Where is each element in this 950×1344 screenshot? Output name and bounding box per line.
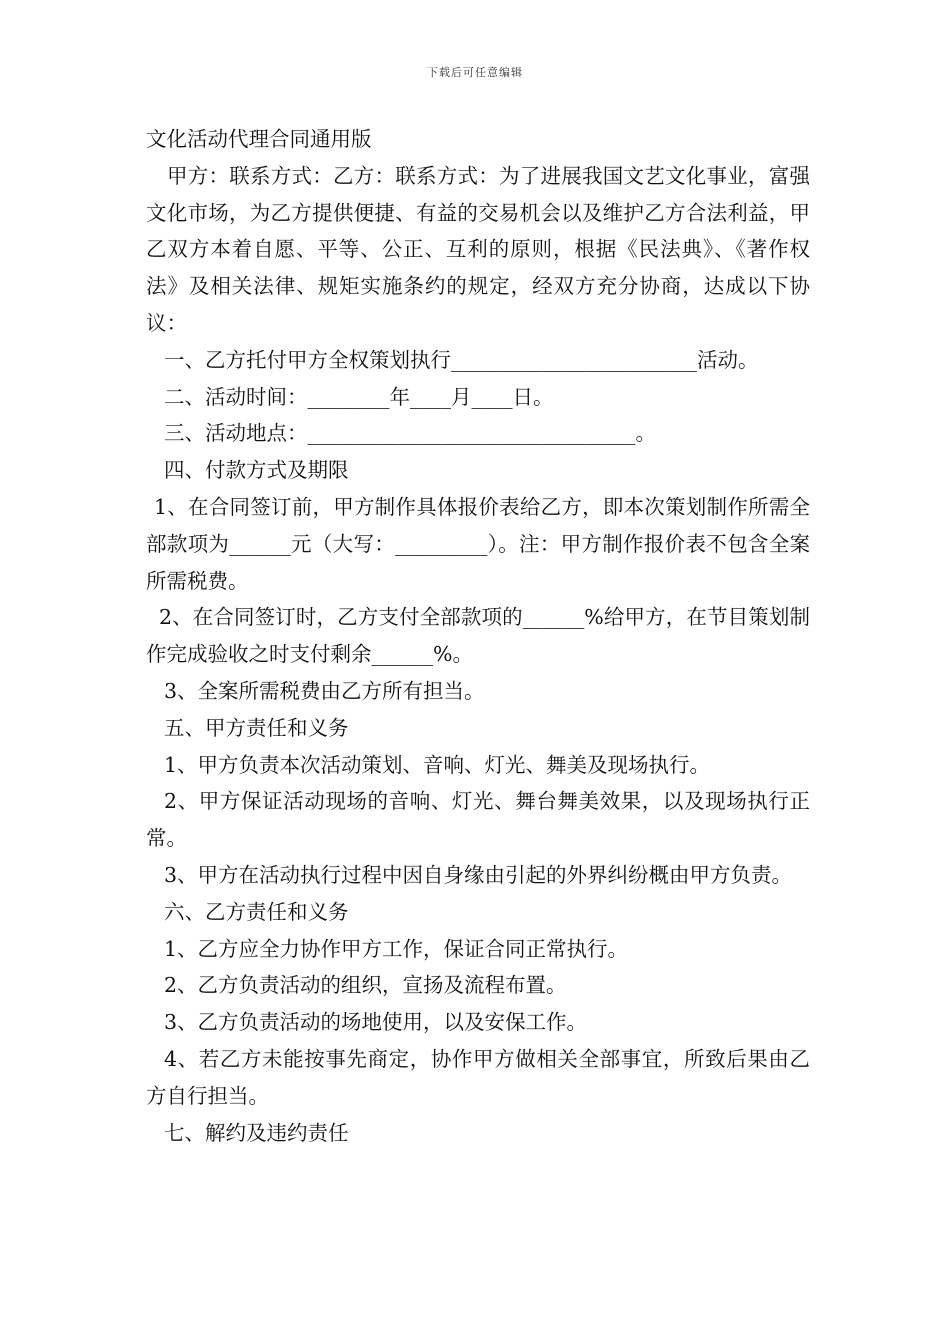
- clause-2: 二、活动时间：________年____月____日。: [164, 384, 554, 409]
- party-a-item-2: 2、甲方保证活动现场的音响、灯光、舞台舞美效果，以及现场执行正常。: [146, 789, 810, 851]
- party-b-item-3: 3、乙方负责活动的场地使用，以及安保工作。: [164, 1010, 588, 1035]
- party-b-item-1: 1、乙方应全力协作甲方工作，保证合同正常执行。: [164, 936, 629, 961]
- section-heading-party-a: 五、甲方责任和义务: [164, 715, 349, 740]
- payment-item-1: 1、在合同签订前，甲方制作具体报价表给乙方，即本次策划制作所需全部款项为______元（大写：_________）。注：甲方制作报价表不包含全案所需税费。: [146, 494, 810, 593]
- document-body: [146, 121, 810, 1151]
- party-b-item-2: 2、乙方负责活动的组织，宣扬及流程布置。: [164, 973, 567, 998]
- party-a-item-1: 1、甲方负责本次活动策划、音响、灯光、舞美及现场执行。: [164, 752, 711, 777]
- party-a-item-3: 3、甲方在活动执行过程中因自身缘由引起的外界纠纷概由甲方负责。: [164, 862, 793, 887]
- party-b-item-4: 4、若乙方未能按事先商定，协作甲方做相关全部事宜，所致后果由乙方自行担当。: [146, 1046, 810, 1108]
- document-title: 文化活动代理合同通用版: [146, 127, 372, 151]
- section-heading-payment: 四、付款方式及期限: [164, 458, 349, 483]
- section-heading-party-b: 六、乙方责任和义务: [164, 899, 349, 924]
- payment-item-3: 3、全案所需税费由乙方所有担当。: [164, 678, 485, 703]
- clause-1: 一、乙方托付甲方全权策划执行________________________活动。: [164, 347, 759, 372]
- payment-item-2: 2、在合同签订时，乙方支付全部款项的______%给甲方，在节目策划制作完成验收之时支付剩余______%。: [146, 605, 810, 667]
- section-heading-termination: 七、解约及违约责任: [164, 1120, 349, 1145]
- page-header-note: 下载后可任意编辑: [427, 66, 523, 79]
- paragraph-parties: 甲方：联系方式：乙方：联系方式：为了进展我国文艺文化事业，富强文化市场，为乙方提供便捷、有益的交易机会以及维护乙方合法利益，甲乙双方本着自愿、平等、公正、互利的原则，根据《民法典》、《著作权法》及相关法律、规矩实施条约的规定，经双方充分协商，达成以下协议：: [146, 163, 810, 335]
- clause-3: 三、活动地点：________________________________。: [164, 421, 656, 446]
